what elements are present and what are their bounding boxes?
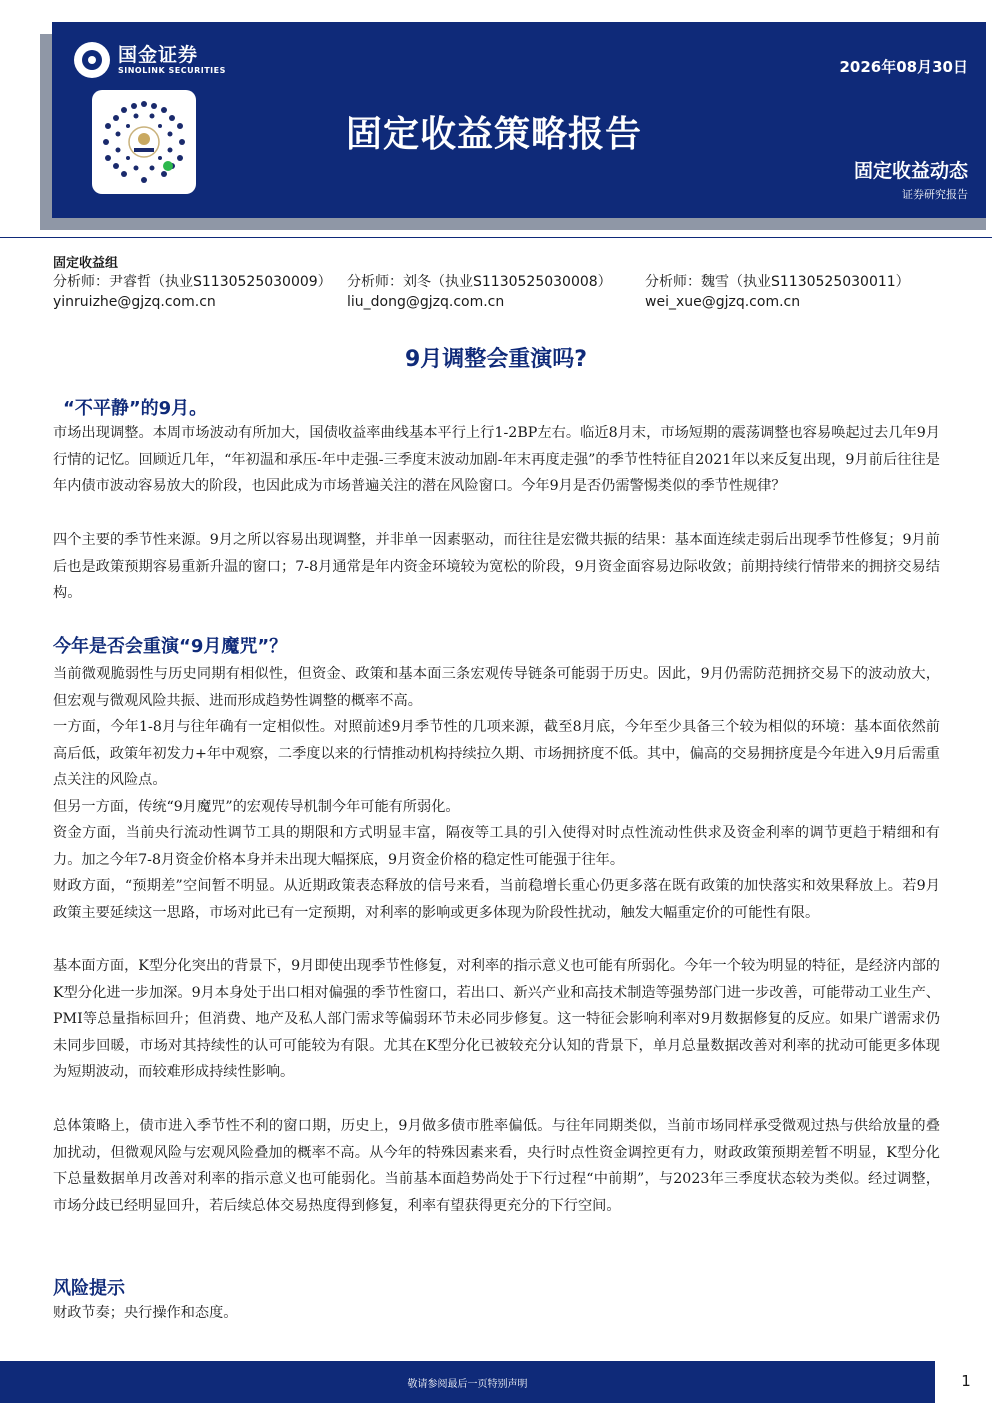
logo-text-en: SINOLINK SECURITIES — [118, 66, 226, 75]
analyst-card — [645, 272, 910, 312]
paragraph: 当前微观脆弱性与历史同期有相似性，但资金、政策和基本面三条宏观传导链条可能弱于历史。因此，9月仍需防范拥挤交易下的波动放大，但宏观与微观风险共振、进而形成趋势性调整的概率不高。 — [53, 666, 940, 709]
paragraph: 总体策略上，债市进入季节性不利的窗口期，历史上，9月做多债市胜率偏低。与往年同期类似，当前市场同样承受微观过热与供给放量的叠加扰动，但微观风险与宏观风险叠加的概率不高。从今年的特殊因素来看，央行时点性资金调控更有力，财政政策预期差暂不明显，K型分化下总量数据单月改善对利率的指示意义也可能弱化。当前基本面趋势尚处于下行过程“中前期”，与2023年三季度状态较为类似。经过调整，市场分歧已经明显回升，若后续总体交易热度得到修复，利率有望获得更充分的下行空间。 — [53, 1118, 940, 1214]
analyst-email[interactable]: wei_xue@gjzq.com.cn — [645, 294, 801, 310]
section-heading: 今年是否会重演“9月魔咒”？ — [53, 636, 288, 657]
analyst-name: 分析师：魏雪（执业S1130525030011） — [645, 274, 910, 290]
header-divider — [0, 237, 992, 238]
footer-notice: 敬请参阅最后一页特别声明 — [407, 1379, 528, 1390]
company-logo — [74, 42, 226, 78]
paragraph: 但另一方面，传统“9月魔咒”的宏观传导机制今年可能有所弱化。 — [53, 799, 460, 815]
paragraph: 财政方面，“预期差”空间暂不明显。从近期政策表态释放的信号来看，当前稳增长重心仍更多落在既有政策的加快落实和效果释放上。若9月政策主要延续这一思路，市场对此已有一定预期，对利率的影响或更多体现为阶段性扰动，触发大幅重定价的可能性有限。 — [53, 878, 940, 921]
risk-text: 财政节奏；央行操作和态度。 — [53, 1305, 238, 1321]
paragraph: 资金方面，当前央行流动性调节工具的期限和方式明显丰富，隔夜等工具的引入使得对时点性流动性供求及资金利率的调节更趋于精细和有力。加之今年7-8月资金价格本身并未出现大幅探底，9月资金价格的稳定性可能强于往年。 — [53, 825, 940, 868]
risk-heading: 风险提示 — [53, 1278, 125, 1299]
report-date: 2026年08月30日 — [839, 58, 968, 76]
qr-code-icon — [92, 90, 196, 194]
analyst-card — [53, 272, 332, 312]
logo-text-cn: 国金证券 — [118, 44, 199, 66]
analyst-name: 分析师：尹睿哲（执业S1130525030009） — [53, 274, 332, 290]
analyst-card — [347, 272, 612, 312]
paragraph: 一方面，今年1-8月与往年确有一定相似性。对照前述9月季节性的几项来源，截至8月底，今年至少具备三个较为相似的环境：基本面依然前高后低，政策年初发力+年中观察，二季度以来的行情推动机构持续拉久期、市场拥挤度不低。其中，偏高的交易拥挤度是今年进入9月后需重点关注的风险点。 — [53, 719, 940, 789]
paragraph: 四个主要的季节性来源。9月之所以容易出现调整，并非单一因素驱动，而往往是宏微共振的结果：基本面连续走弱后出现季节性修复；9月前后也是政策预期容易重新升温的窗口；7-8月通常是年内资金环境较为宽松的阶段，9月资金面容易边际收敛；前期持续行情带来的拥挤交易结构。 — [53, 532, 940, 602]
header-banner — [52, 22, 986, 218]
section-heading: “不平静”的9月。 — [63, 398, 208, 419]
page-number: 1 — [961, 1372, 971, 1390]
logo-icon — [74, 42, 110, 78]
analyst-name: 分析师：刘冬（执业S1130525030008） — [347, 274, 612, 290]
paragraph: 市场出现调整。本周市场波动有所加大，国债收益率曲线基本平行上行1-2BP左右。临近8月末，市场短期的震荡调整也容易唤起过去几年9月行情的记忆。回顾近几年，“年初温和承压-年中走强-三季度末波动加剧-年末再度走强”的季节性特征自2021年以来反复出现，9月前后往往是年内债市波动容易放大的阶段，也因此成为市场普遍关注的潜在风险窗口。今年9月是否仍需警惕类似的季节性规律？ — [53, 425, 940, 495]
analyst-email[interactable]: liu_dong@gjzq.com.cn — [347, 294, 505, 310]
report-subtype: 证券研究报告 — [902, 188, 968, 201]
report-title: 固定收益策略报告 — [346, 114, 643, 155]
research-group: 固定收益组 — [53, 256, 119, 271]
article-title: 9月调整会重演吗? — [404, 347, 588, 372]
analyst-email[interactable]: yinruizhe@gjzq.com.cn — [53, 294, 216, 310]
report-type: 固定收益动态 — [853, 160, 968, 182]
paragraph: 基本面方面，K型分化突出的背景下，9月即使出现季节性修复，对利率的指示意义也可能有所弱化。今年一个较为明显的特征，是经济内部的K型分化进一步加深。9月本身处于出口相对偏强的季节性窗口，若出口、新兴产业和高技术制造等强势部门进一步改善，可能带动工业生产、PMI等总量指标回升；但消费、地产及私人部门需求等偏弱环节未必同步修复。这一特征会影响利率对9月数据修复的反应。如果广谱需求仍未同步回暖，市场对其持续性的认可可能较为有限。尤其在K型分化已被较充分认知的背景下，单月总量数据改善对利率的扰动可能更多体现为短期波动，而较难形成持续性影响。 — [53, 958, 940, 1081]
